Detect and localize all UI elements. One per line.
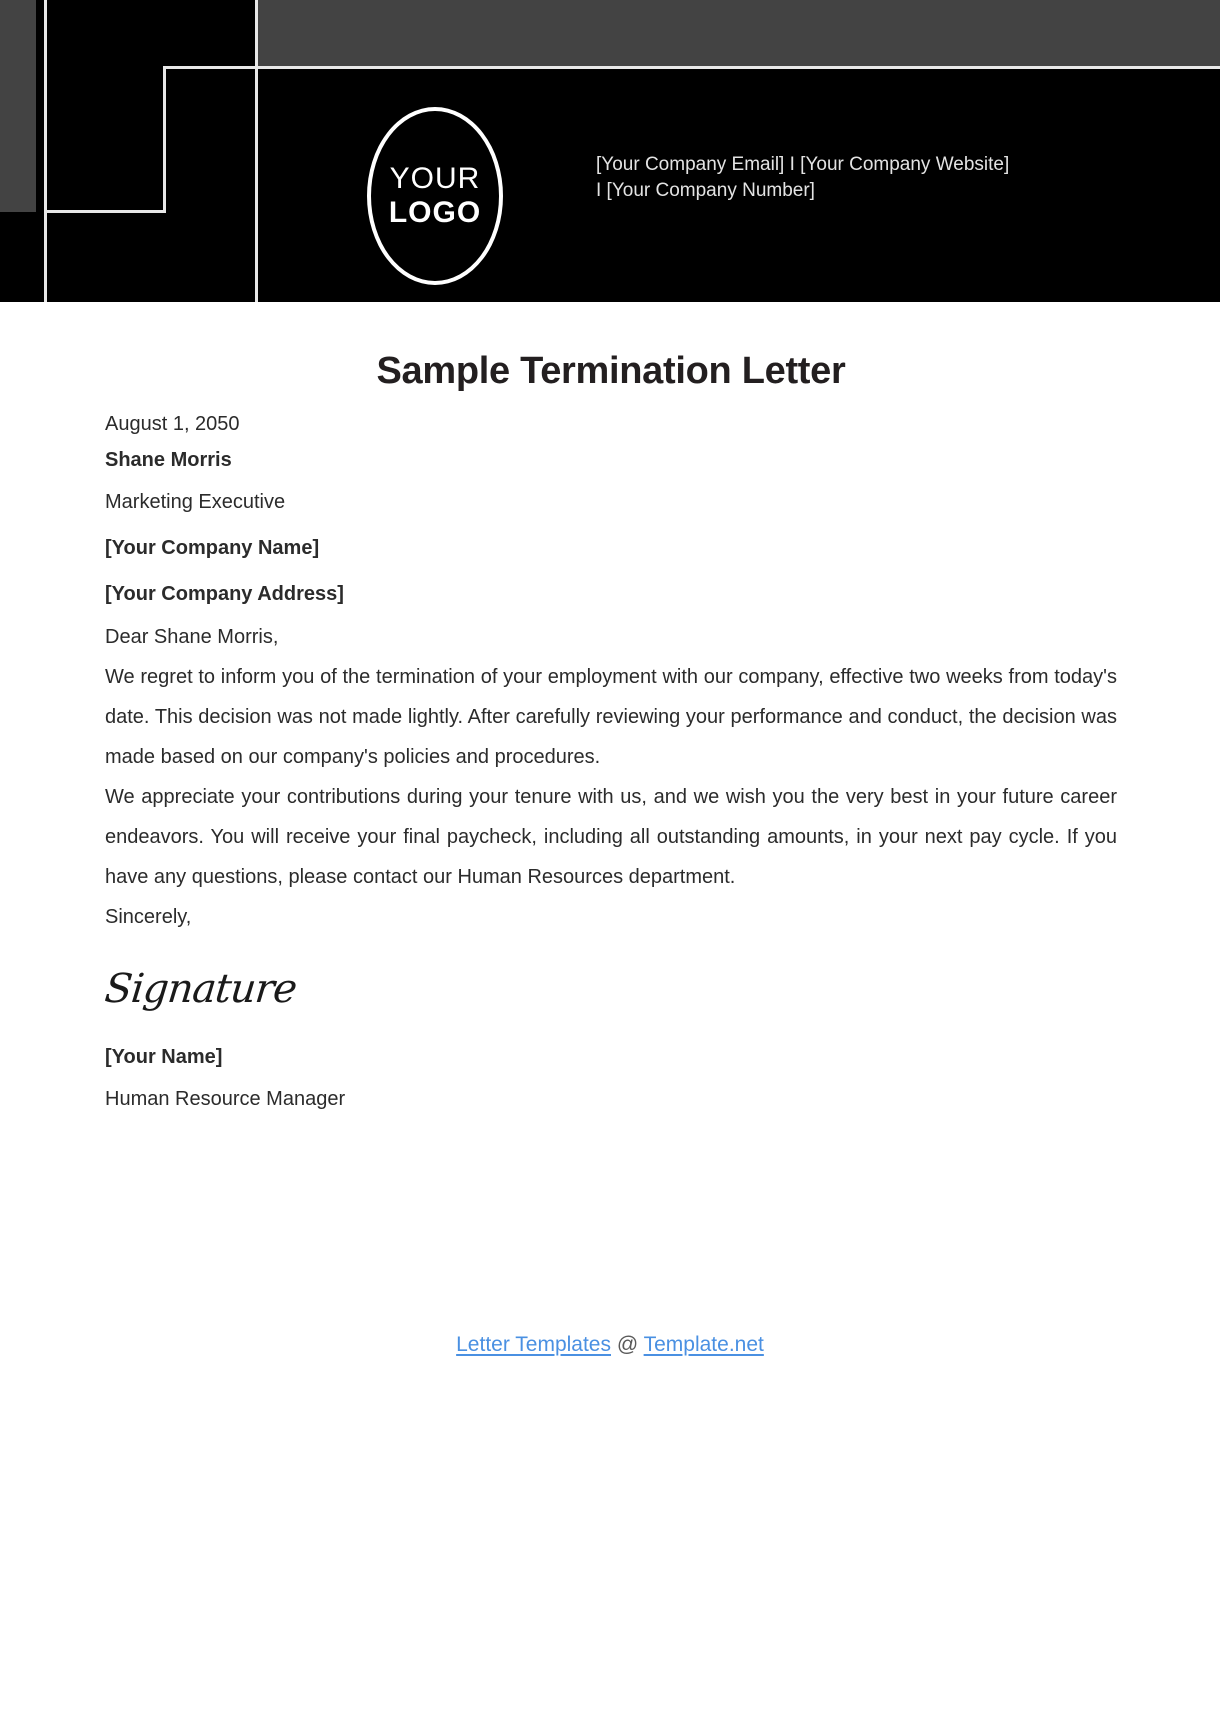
footer-separator-at: @ bbox=[611, 1333, 644, 1356]
footer-link-letter-templates[interactable]: Letter Templates bbox=[456, 1333, 611, 1356]
body-paragraph-2: We appreciate your contributions during your tenure with us, and we wish you the very best in your future career endeavors. You will receive your final paycheck, including all outstanding amounts, in your next pay cycle. If you have any questions, please contact our Human Resources department. bbox=[105, 786, 1117, 888]
letter-body bbox=[102, 350, 1117, 1119]
body-paragraph-1: We regret to inform you of the termination of your employment with our company, effective two weeks from today's date. This decision was not made lightly. After carefully reviewing your performance and conduct, the decision was made based on our company's policies and procedures. bbox=[105, 666, 1117, 768]
contact-line-email-website: [Your Company Email] I [Your Company Website] bbox=[596, 154, 1010, 175]
logo-text-your: YOUR bbox=[389, 162, 481, 195]
logo-text-logo: LOGO bbox=[388, 196, 482, 229]
sender-name: [Your Name] bbox=[105, 1046, 223, 1068]
signature-mark: Signature bbox=[102, 966, 299, 1012]
header-rule-step-horizontal-upper bbox=[163, 66, 258, 69]
letterhead-header bbox=[0, 0, 1220, 302]
header-rule-horizontal-top bbox=[255, 66, 1220, 69]
company-address: [Your Company Address] bbox=[105, 583, 344, 605]
header-gray-left-strip bbox=[0, 0, 36, 212]
company-contact-block bbox=[596, 152, 1116, 204]
company-name: [Your Company Name] bbox=[105, 537, 320, 559]
recipient-name: Shane Morris bbox=[105, 449, 232, 471]
letter-date: August 1, 2050 bbox=[105, 413, 240, 435]
header-rule-vertical-outer bbox=[44, 0, 47, 302]
footer-link-template-net[interactable]: Template.net bbox=[643, 1333, 764, 1356]
recipient-title: Marketing Executive bbox=[105, 491, 286, 513]
header-rule-step-horizontal bbox=[44, 210, 166, 213]
sender-title: Human Resource Manager bbox=[105, 1088, 346, 1110]
contact-line-number: I [Your Company Number] bbox=[596, 180, 815, 201]
footer-attribution bbox=[0, 1330, 1220, 1360]
closing-line: Sincerely, bbox=[105, 906, 192, 928]
header-rule-step-vertical bbox=[163, 66, 166, 212]
company-logo bbox=[367, 107, 503, 285]
recipient-block bbox=[105, 407, 1117, 617]
page-title: Sample Termination Letter bbox=[376, 350, 846, 392]
header-gray-band bbox=[255, 0, 1220, 67]
header-rule-vertical-mid bbox=[255, 0, 258, 302]
salutation: Dear Shane Morris, bbox=[105, 626, 279, 648]
